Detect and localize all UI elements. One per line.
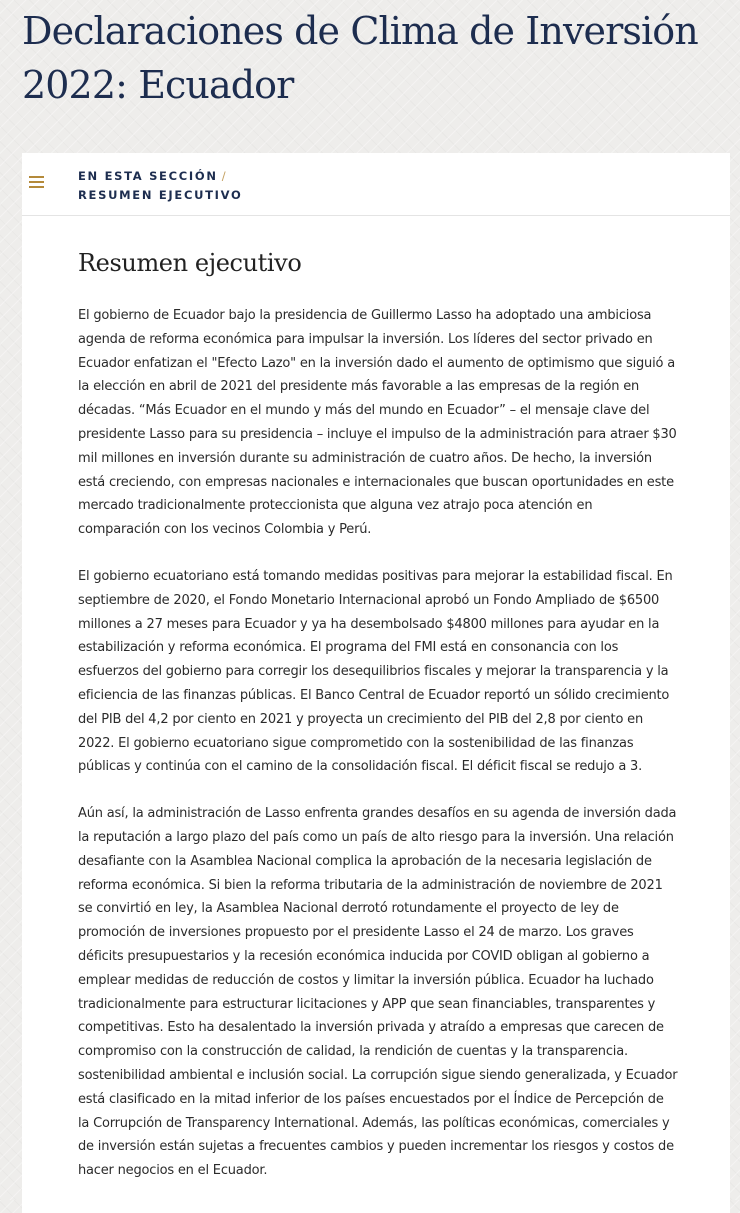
breadcrumb: [78, 167, 243, 205]
paragraph: El gobierno ecuatoriano está tomando medidas positivas para mejorar la estabilidad fiscal. En septiembre de 2020, el Fondo Monetario Internacional aprobó un Fondo Ampliado de $6500 millones a 27 meses para Ecuador y ya ha desembolsado $4800 millones para ayudar en la estabilización y reforma económica. El programa del FMI está en consonancia con los esfuerzos del gobierno para corregir los desequilibrios fiscales y mejorar la transparencia y la eficiencia de las finanzas públicas. El Banco Central de Ecuador reportó un sólido crecimiento del PIB del 4,2 por ciento en 2021 y proyecta un crecimiento del PIB del 2,8 por ciento en 2022. El gobierno ecuatoriano sigue comprometido con la sostenibilidad de las finanzas públicas y continúa con el camino de la consolidación fiscal. El déficit fiscal se redujo a 3.: [78, 568, 673, 775]
breadcrumb-line-1: [78, 167, 243, 186]
content-card: [22, 153, 730, 1213]
breadcrumb-section-link[interactable]: EN ESTA SECCIÓN: [78, 169, 218, 183]
breadcrumb-separator: /: [221, 169, 228, 183]
section-heading: Resumen ejecutivo: [78, 249, 302, 277]
paragraph: El gobierno de Ecuador bajo la presidencia de Guillermo Lasso ha adoptado una ambiciosa agenda de reforma económica para impulsar la inversión. Los líderes del sector privado en Ecuador enfatizan el "Efecto Lazo" en la inversión dado el aumento de optimismo que siguió a la elección en abril de 2021 del presidente más favorable a las empresas de la región en décadas. “Más Ecuador en el mundo y más del mundo en Ecuador” – el mensaje clave del presidente Lasso para su presidencia – incluye el impulso de la administración para atraer $30 mil millones en inversión durante su administración de cuatro años. De hecho, la inversión está creciendo, con empresas nacionales e internacionales que buscan oportunidades en este mercado tradicionalmente proteccionista que alguna vez atrajo poca atención en comparación con los vecinos Colombia y Perú.: [78, 308, 677, 538]
menu-bar: [29, 181, 44, 183]
menu-bar: [29, 186, 44, 188]
breadcrumb-current: RESUMEN EJECUTIVO: [78, 188, 243, 202]
section-nav: [22, 153, 730, 216]
article-body: [78, 247, 678, 1206]
page-title: Declaraciones de Clima de Inversión 2022: Ecuador: [22, 9, 698, 107]
paragraph: Aún así, la administración de Lasso enfrenta grandes desafíos en su agenda de inversión dada la reputación a largo plazo del país como un país de alto riesgo para la inversión. Una relación desafiante con la Asamblea Nacional complica la aprobación de la necesaria legislación de reforma económica. Si bien la reforma tributaria de la administración de noviembre de 2021 se convirtió en ley, la Asamblea Nacional derrotó rotundamente el proyecto de ley de promoción de inversiones propuesto por el presidente Lasso el 24 de marzo. Los graves déficits presupuestarios y la recesión económica inducida por COVID obligan al gobierno a emplear medidas de reducción de costos y limitar la inversión pública. Ecuador ha luchado tradicionalmente para estructurar licitaciones y APP que sean financiables, transparentes y competitivas. Esto ha desalentado la inversión privada y atraído a empresas que carecen de compromiso con la construcción de calidad, la rendición de cuentas y la transparencia. sostenibilidad ambiental e inclusión social. La corrupción sigue siendo generalizada, y Ecuador está clasificado en la mitad inferior de los países encuestados por el Índice de Percepción de la Corrupción de Transparency International. Además, las políticas económicas, comerciales y de inversión están sujetas a frecuentes cambios y pueden incrementar los riesgos y costos de hacer negocios en el Ecuador.: [78, 806, 678, 1179]
hamburger-menu-icon[interactable]: [29, 176, 45, 190]
page-header: [22, 4, 732, 112]
menu-bar: [29, 176, 44, 178]
